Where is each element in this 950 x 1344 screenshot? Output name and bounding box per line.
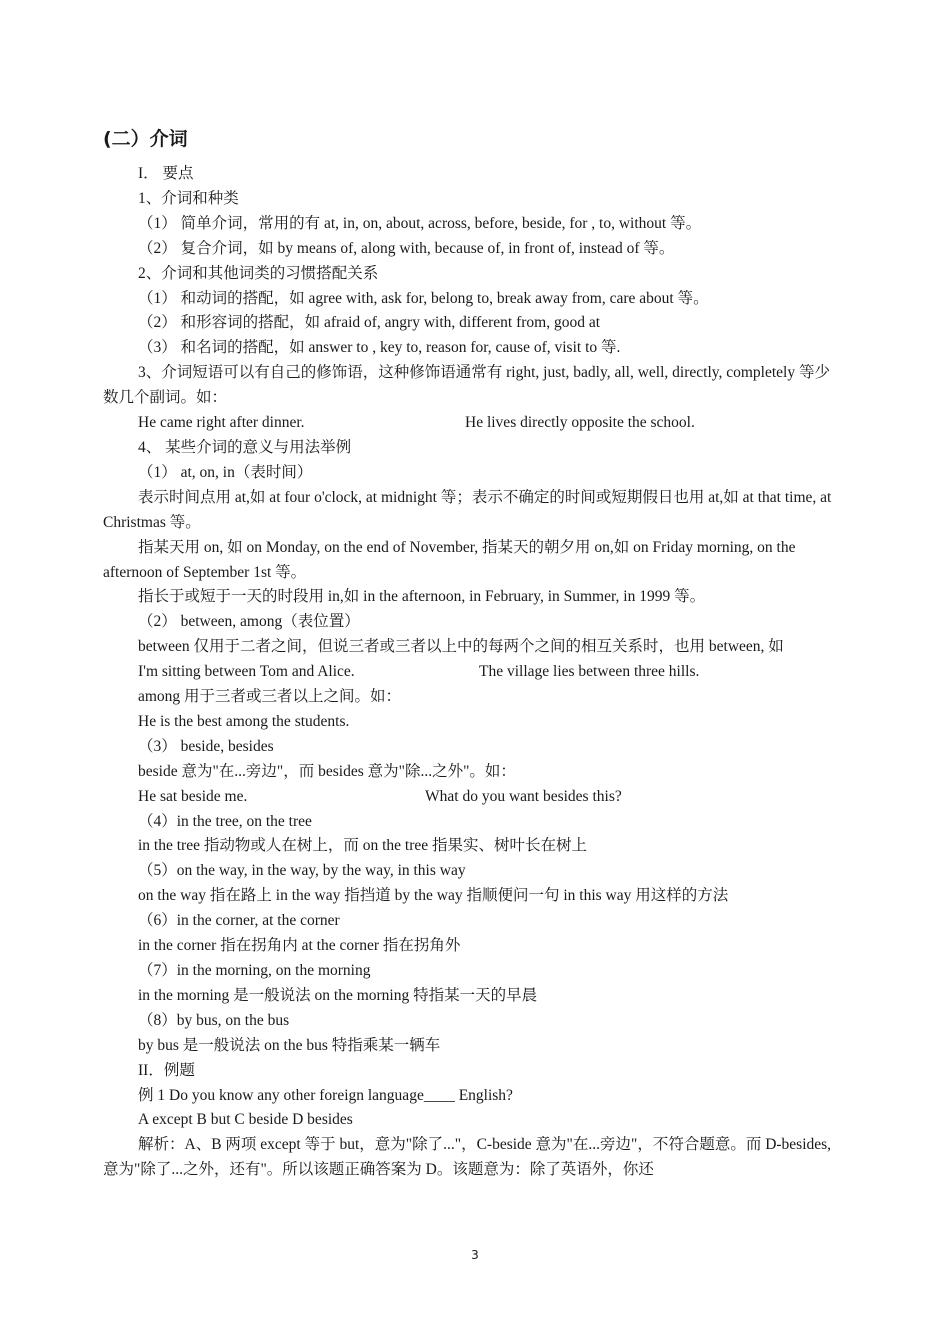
text-line: （1） 简单介词，常用的有 at, in, on, about, across, before, beside, for , to, without 等。 xyxy=(138,214,702,232)
example-left: He came right after dinner. xyxy=(138,414,305,432)
example-left: I'm sitting between Tom and Alice. xyxy=(138,663,355,681)
example-right: The village lies between three hills. xyxy=(479,663,700,681)
example-pair-2 xyxy=(103,660,845,685)
text-line: in the corner 指在拐角内 at the corner 指在拐角外 xyxy=(138,937,461,955)
text-line: in the morning 是一般说法 on the morning 特指某一天的早晨 xyxy=(138,986,538,1004)
text-line: A except B but C beside D besides xyxy=(138,1111,353,1129)
text-line: 指长于或短于一天的时段用 in,如 in the afternoon, in February, in Summer, in 1999 等。 xyxy=(138,588,706,606)
text-line: 1、介词和种类 xyxy=(138,189,239,207)
text-line: 解析：A、B 两项 except 等于 but，意为"除了..."，C-beside 意为"在...旁边"，不符合题意。而 D-besides, 意为"除了...之外，还有"。所以该题正确答案为 D。该题意为：除了英语外，你还 xyxy=(103,1136,832,1179)
text-line: （1） at, on, in（表时间） xyxy=(138,463,313,481)
text-line: （3） 和名词的搭配，如 answer to , key to, reason for, cause of, visit to 等. xyxy=(138,339,621,357)
text-line: II．例题 xyxy=(138,1061,195,1079)
example-right: What do you want besides this? xyxy=(425,787,622,805)
body-text xyxy=(103,162,845,1183)
text-line: I． 要点 xyxy=(138,165,194,182)
text-line: by bus 是一般说法 on the bus 特指乘某一辆车 xyxy=(138,1036,441,1054)
example-pair-1 xyxy=(103,411,845,436)
text-line: （1） 和动词的搭配，如 agree with, ask for, belong to, break away from, care about 等。 xyxy=(138,289,709,307)
text-line: （2） between, among（表位置） xyxy=(138,613,360,631)
text-line: on the way 指在路上 in the way 指挡道 by the way 指顺便问一句 in this way 用这样的方法 xyxy=(138,887,729,905)
example-right: He lives directly opposite the school. xyxy=(465,414,695,432)
example-pair-3 xyxy=(103,785,845,810)
text-line: （7）in the morning, on the morning xyxy=(138,962,371,979)
text-line: （2） 和形容词的搭配，如 afraid of, angry with, different from, good at xyxy=(138,314,601,332)
text-line: beside 意为"在...旁边"，而 besides 意为"除...之外"。如： xyxy=(138,762,516,780)
text-line: 4、 某些介词的意义与用法举例 xyxy=(138,438,352,456)
text-line: （5）on the way, in the way, by the way, in this way xyxy=(138,862,466,880)
text-line: 例 1 Do you know any other foreign language____ English? xyxy=(138,1086,513,1104)
text-line: He is the best among the students. xyxy=(138,712,350,730)
text-line: in the tree 指动物或人在树上，而 on the tree 指果实、树叶长在树上 xyxy=(138,837,588,855)
text-line: between 仅用于二者之间，但说三者或三者以上中的每两个之间的相互关系时，也用 between, 如 xyxy=(138,638,784,656)
text-line: （4）in the tree, on the tree xyxy=(138,812,312,830)
text-line: （6）in the corner, at the corner xyxy=(138,912,340,930)
example-left: He sat beside me. xyxy=(138,787,248,805)
text-line: 3、介词短语可以有自己的修饰语，这种修饰语通常有 right, just, badly, all, well, directly, completely 等少数几个副词。如： xyxy=(103,364,830,407)
text-line: （3） beside, besides xyxy=(138,737,274,755)
text-line: 指某天用 on, 如 on Monday, on the end of November, 指某天的朝夕用 on,如 on Friday morning, on the afternoon of September 1st 等。 xyxy=(103,538,796,581)
section-heading: (二）介词 xyxy=(103,128,188,150)
text-line: （2） 复合介词，如 by means of, along with, because of, in front of, instead of 等。 xyxy=(138,239,675,257)
text-line: （8）by bus, on the bus xyxy=(138,1011,290,1029)
page-number: 3 xyxy=(471,1248,479,1262)
text-line: 表示时间点用 at,如 at four o'clock, at midnight 等；表示不确定的时间或短期假日也用 at,如 at that time, at Christmas 等。 xyxy=(103,488,832,531)
text-line: among 用于三者或三者以上之间。如： xyxy=(138,688,402,706)
text-line: 2、介词和其他词类的习惯搭配关系 xyxy=(138,264,379,282)
